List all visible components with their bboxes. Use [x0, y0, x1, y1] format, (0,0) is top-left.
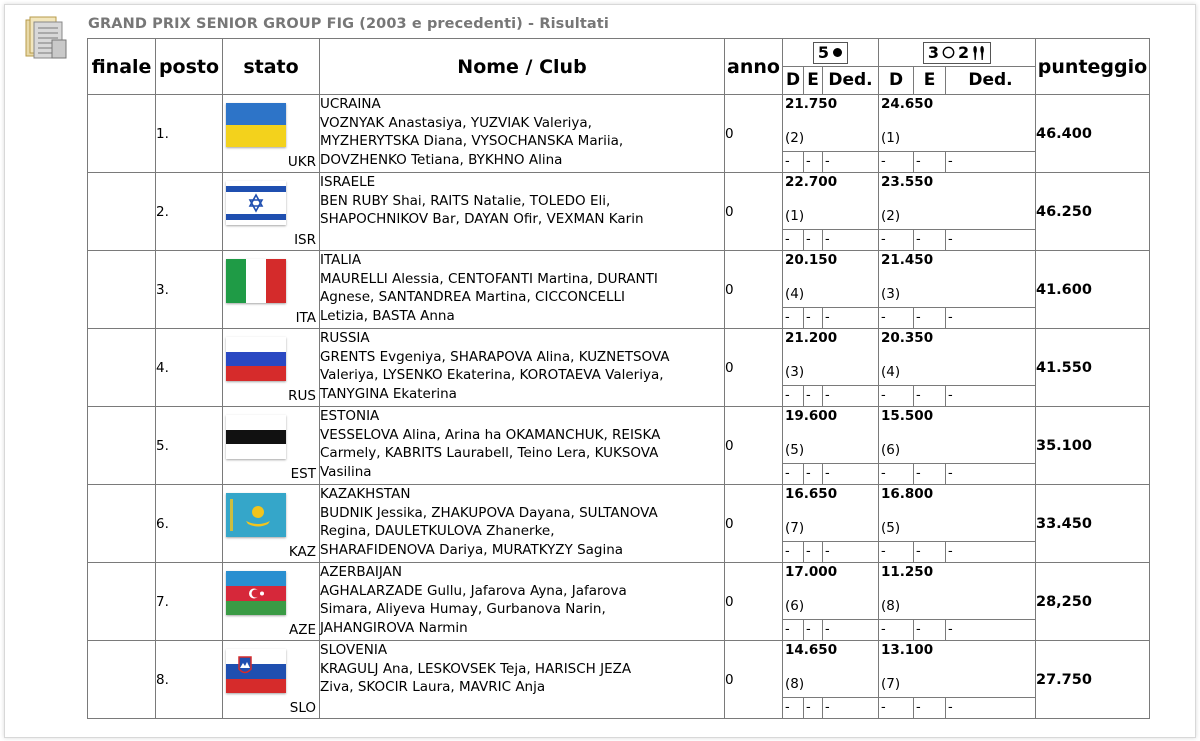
flag-italy-icon [226, 259, 286, 303]
deduction-d: - [879, 386, 914, 406]
team-members-line: Vasilina [320, 463, 372, 480]
finale-cell [88, 251, 156, 329]
deduction-e: - [914, 620, 946, 640]
table-row [88, 251, 1150, 329]
deduction-e: - [914, 698, 946, 718]
deduction-ded: - [948, 622, 953, 637]
total-score: 46.250 [1036, 173, 1150, 251]
score-hoops-clubs-cell [879, 485, 1036, 563]
score-hoops-clubs: 21.450 [881, 252, 934, 268]
deductions-app2 [879, 697, 1035, 718]
country-cell [223, 329, 320, 407]
rank-hoops-clubs: (7) [881, 676, 901, 692]
team-members-line: GRENTS Evgeniya, SHARAPOVA Alina, KUZNETSOVA [320, 348, 670, 365]
total-score: 41.600 [1036, 251, 1150, 329]
flag-estonia-icon [226, 415, 286, 459]
deduction-d: - [783, 464, 804, 484]
column-header-anno: anno [725, 39, 783, 95]
rank-position: 7. [156, 563, 223, 641]
deductions-app2 [879, 385, 1035, 406]
finale-cell [88, 407, 156, 485]
team-cell [320, 563, 725, 641]
finale-cell [88, 329, 156, 407]
deduction-d: - [879, 698, 914, 718]
country-code: ITA [295, 310, 316, 326]
table-row [88, 407, 1150, 485]
deduction-d: - [879, 230, 914, 250]
team-members-line: Carmely, KABRITS Laurabell, Teino Lera, KUKSOVA [320, 445, 659, 462]
rank-hoops-clubs: (5) [881, 520, 901, 536]
year-cell: 0 [725, 563, 783, 641]
column-header-punteggio: punteggio [1036, 39, 1150, 95]
score-balls-cell [783, 251, 879, 329]
total-score: 33.450 [1036, 485, 1150, 563]
deduction-ded: - [948, 544, 953, 559]
team-members-line: VESSELOVA Alina, Arina ha OKAMANCHUK, REISKA [320, 426, 661, 443]
score-balls-cell [783, 407, 879, 485]
rank-position: 8. [156, 641, 223, 719]
table-row [88, 485, 1150, 563]
year-cell: 0 [725, 485, 783, 563]
deductions-app2 [879, 151, 1035, 172]
country-name: AZERBAIJAN [320, 564, 402, 580]
document-stack-icon [22, 14, 72, 64]
rank-position: 3. [156, 251, 223, 329]
deductions-app1 [783, 697, 878, 718]
deductions-app1 [783, 541, 878, 562]
ball-icon [832, 47, 843, 58]
country-code: RUS [288, 388, 316, 404]
subheader-e: E [804, 67, 823, 94]
team-members-line: DOVZHENKO Tetiana, BYKHNO Alina [320, 151, 563, 168]
deduction-e: - [804, 698, 823, 718]
deduction-ded: - [825, 544, 830, 559]
score-hoops-clubs: 13.100 [881, 642, 934, 658]
finale-cell [88, 95, 156, 173]
hoop-icon [942, 46, 955, 59]
deduction-ded: - [948, 310, 953, 325]
team-members-line: Agnese, SANTANDREA Martina, CICCONCELLI [320, 289, 625, 306]
deduction-e: - [804, 464, 823, 484]
country-cell [223, 563, 320, 641]
deductions-app2 [879, 619, 1035, 640]
deduction-e: - [804, 542, 823, 562]
deduction-ded: - [825, 310, 830, 325]
rank-position: 1. [156, 95, 223, 173]
country-code: SLO [289, 700, 316, 716]
year-cell: 0 [725, 329, 783, 407]
score-balls-cell [783, 641, 879, 719]
team-members-line: SHAPOCHNIKOV Bar, DAYAN Ofir, VEXMAN Karin [320, 211, 644, 228]
rank-balls: (7) [785, 520, 805, 536]
rank-hoops-clubs: (3) [881, 286, 901, 302]
team-cell [320, 407, 725, 485]
country-cell [223, 251, 320, 329]
score-hoops-clubs-cell [879, 329, 1036, 407]
flag-slovenia-icon [226, 649, 286, 693]
table-row [88, 641, 1150, 719]
country-name: KAZAKHSTAN [320, 486, 411, 502]
score-hoops-clubs-cell [879, 563, 1036, 641]
rank-position: 2. [156, 173, 223, 251]
deduction-e: - [804, 308, 823, 328]
total-score: 28,250 [1036, 563, 1150, 641]
deduction-e: - [914, 308, 946, 328]
deductions-app1 [783, 229, 878, 250]
apparatus-count-clubs: 2 [958, 42, 970, 62]
score-hoops-clubs-cell [879, 251, 1036, 329]
score-hoops-clubs: 15.500 [881, 408, 934, 424]
team-members-line: TANYGINA Ekaterina [320, 385, 457, 402]
rank-balls: (5) [785, 442, 805, 458]
score-balls: 17.000 [785, 564, 838, 580]
apparatus-5-balls-label [813, 42, 848, 64]
score-hoops-clubs: 20.350 [881, 330, 934, 346]
deduction-e: - [804, 230, 823, 250]
column-header-nome-club: Nome / Club [320, 39, 725, 95]
team-members-line: MAURELLI Alessia, CENTOFANTI Martina, DURANTI [320, 270, 658, 287]
year-cell: 0 [725, 95, 783, 173]
team-cell [320, 485, 725, 563]
team-members-line: KRAGULJ Ana, LESKOVSEK Teja, HARISCH JEZA [320, 660, 632, 677]
score-hoops-clubs-cell [879, 641, 1036, 719]
year-cell: 0 [725, 173, 783, 251]
table-row [88, 95, 1150, 173]
rank-position: 5. [156, 407, 223, 485]
score-balls-cell [783, 173, 879, 251]
country-name: ISRAELE [320, 174, 376, 190]
score-balls: 21.200 [785, 330, 838, 346]
deduction-ded: - [825, 466, 830, 481]
deduction-e: - [914, 230, 946, 250]
country-cell [223, 95, 320, 173]
deduction-d: - [783, 698, 804, 718]
rank-position: 4. [156, 329, 223, 407]
deduction-e: - [804, 620, 823, 640]
score-hoops-clubs-cell [879, 173, 1036, 251]
total-score: 46.400 [1036, 95, 1150, 173]
team-members-line: Simara, Aliyeva Humay, Gurbanova Narin, [320, 601, 606, 618]
year-cell: 0 [725, 641, 783, 719]
team-cell [320, 329, 725, 407]
deduction-ded: - [825, 700, 830, 715]
year-cell: 0 [725, 407, 783, 485]
deduction-ded: - [948, 466, 953, 481]
score-balls: 19.600 [785, 408, 838, 424]
deduction-e: - [804, 152, 823, 172]
column-header-finale: finale [88, 39, 156, 95]
rank-hoops-clubs: (6) [881, 442, 901, 458]
team-cell [320, 251, 725, 329]
deduction-e: - [914, 542, 946, 562]
team-members-line: Regina, DAULETKULOVA Zhanerke, [320, 523, 555, 540]
column-header-posto: posto [156, 39, 223, 95]
rank-balls: (1) [785, 208, 805, 224]
team-cell [320, 95, 725, 173]
subheader-ded-2: Ded. [968, 70, 1013, 90]
deduction-d: - [783, 152, 804, 172]
team-members-line: JAHANGIROVA Narmin [320, 619, 468, 636]
deductions-app2 [879, 229, 1035, 250]
country-name: SLOVENIA [320, 642, 388, 658]
deductions-app1 [783, 463, 878, 484]
team-cell [320, 641, 725, 719]
flag-kazakhstan-icon [226, 493, 286, 537]
finale-cell [88, 563, 156, 641]
subheader-d-2: D [879, 67, 914, 94]
deduction-ded: - [825, 232, 830, 247]
deductions-app1 [783, 151, 878, 172]
rank-hoops-clubs: (2) [881, 208, 901, 224]
rank-balls: (4) [785, 286, 805, 302]
team-members-line: SHARAFIDENOVA Dariya, MURATKYZY Sagina [320, 541, 624, 558]
table-row [88, 329, 1150, 407]
deduction-ded: - [948, 154, 953, 169]
total-score: 35.100 [1036, 407, 1150, 485]
deduction-ded: - [825, 388, 830, 403]
team-members-line: Valeriya, LYSENKO Ekaterina, KOROTAEVA Valeriya, [320, 367, 664, 384]
team-members-line: VOZNYAK Anastasiya, YUZVIAK Valeriya, [320, 114, 592, 131]
score-hoops-clubs: 24.650 [881, 96, 934, 112]
deduction-e: - [804, 386, 823, 406]
rank-position: 6. [156, 485, 223, 563]
country-name: ESTONIA [320, 408, 380, 424]
deduction-d: - [783, 620, 804, 640]
score-hoops-clubs-cell [879, 407, 1036, 485]
score-hoops-clubs: 23.550 [881, 174, 934, 190]
deduction-d: - [879, 152, 914, 172]
team-members-line: Ziva, SKOCIR Laura, MAVRIC Anja [320, 679, 546, 696]
team-members-line: AGHALARZADE Gullu, Jafarova Ayna, Jafarova [320, 582, 627, 599]
score-hoops-clubs-cell [879, 95, 1036, 173]
finale-cell [88, 641, 156, 719]
deductions-app2 [879, 307, 1035, 328]
country-cell [223, 173, 320, 251]
subheader-ded: Ded. [828, 70, 873, 90]
table-row [88, 563, 1150, 641]
country-cell [223, 407, 320, 485]
apparatus-count: 5 [817, 42, 830, 62]
apparatus-count-hoops: 3 [927, 42, 939, 62]
apparatus-3-hoops-2-clubs-label [923, 42, 991, 64]
score-balls: 22.700 [785, 174, 838, 190]
score-balls: 16.650 [785, 486, 838, 502]
deductions-app1 [783, 307, 878, 328]
score-balls: 20.150 [785, 252, 838, 268]
flag-azerbaijan-icon [226, 571, 286, 615]
subheader-e-2: E [914, 67, 946, 94]
rank-hoops-clubs: (8) [881, 598, 901, 614]
deductions-app2 [879, 463, 1035, 484]
team-members-line: BEN RUBY Shai, RAITS Natalie, TOLEDO Eli, [320, 192, 611, 209]
team-cell [320, 173, 725, 251]
total-score: 27.750 [1036, 641, 1150, 719]
deduction-ded: - [825, 154, 830, 169]
deduction-d: - [783, 386, 804, 406]
deductions-app1 [783, 385, 878, 406]
column-header-stato: stato [223, 39, 320, 95]
flag-russia-icon [226, 337, 286, 381]
flag-ukraine-icon [226, 103, 286, 147]
total-score: 41.550 [1036, 329, 1150, 407]
deduction-ded: - [948, 700, 953, 715]
deduction-d: - [879, 464, 914, 484]
column-header-apparatus-balls [783, 39, 879, 95]
deduction-d: - [783, 542, 804, 562]
country-name: ITALIA [320, 252, 362, 268]
table-header-row [88, 39, 1150, 95]
score-balls-cell [783, 563, 879, 641]
deduction-d: - [783, 230, 804, 250]
score-balls-cell [783, 329, 879, 407]
country-code: ISR [294, 232, 316, 248]
deduction-ded: - [825, 622, 830, 637]
rank-balls: (8) [785, 676, 805, 692]
deduction-e: - [914, 386, 946, 406]
score-hoops-clubs: 16.800 [881, 486, 934, 502]
country-cell [223, 485, 320, 563]
rank-balls: (3) [785, 364, 805, 380]
finale-cell [88, 173, 156, 251]
clubs-icon [972, 45, 986, 61]
deduction-d: - [879, 542, 914, 562]
deduction-d: - [879, 308, 914, 328]
country-cell [223, 641, 320, 719]
score-balls-cell [783, 485, 879, 563]
score-balls: 21.750 [785, 96, 838, 112]
country-code: UKR [287, 154, 316, 170]
country-code: EST [290, 466, 316, 482]
table-row [88, 173, 1150, 251]
team-members-line: MYZHERYTSKA Diana, VYSOCHANSKA Mariia, [320, 133, 624, 150]
rank-hoops-clubs: (4) [881, 364, 901, 380]
deductions-app2 [879, 541, 1035, 562]
rank-balls: (2) [785, 130, 805, 146]
country-name: RUSSIA [320, 330, 370, 346]
team-members-line: BUDNIK Jessika, ZHAKUPOVA Dayana, SULTANOVA [320, 504, 658, 521]
finale-cell [88, 485, 156, 563]
deduction-e: - [914, 464, 946, 484]
year-cell: 0 [725, 251, 783, 329]
score-balls: 14.650 [785, 642, 838, 658]
team-members-line: Letizia, BASTA Anna [320, 307, 455, 324]
score-hoops-clubs: 11.250 [881, 564, 934, 580]
score-balls-cell [783, 95, 879, 173]
page-title: GRAND PRIX SENIOR GROUP FIG (2003 e precedenti) - Risultati [88, 16, 609, 32]
deduction-ded: - [948, 388, 953, 403]
flag-israel-icon [226, 181, 286, 225]
results-table [87, 38, 1150, 719]
deduction-ded: - [948, 232, 953, 247]
deduction-e: - [914, 152, 946, 172]
rank-hoops-clubs: (1) [881, 130, 901, 146]
country-code: KAZ [288, 544, 316, 560]
deduction-d: - [879, 620, 914, 640]
deduction-d: - [783, 308, 804, 328]
column-header-apparatus-hoops-clubs [879, 39, 1036, 95]
deductions-app1 [783, 619, 878, 640]
country-code: AZE [288, 622, 316, 638]
country-name: UCRAINA [320, 96, 381, 112]
rank-balls: (6) [785, 598, 805, 614]
subheader-d: D [783, 67, 804, 94]
